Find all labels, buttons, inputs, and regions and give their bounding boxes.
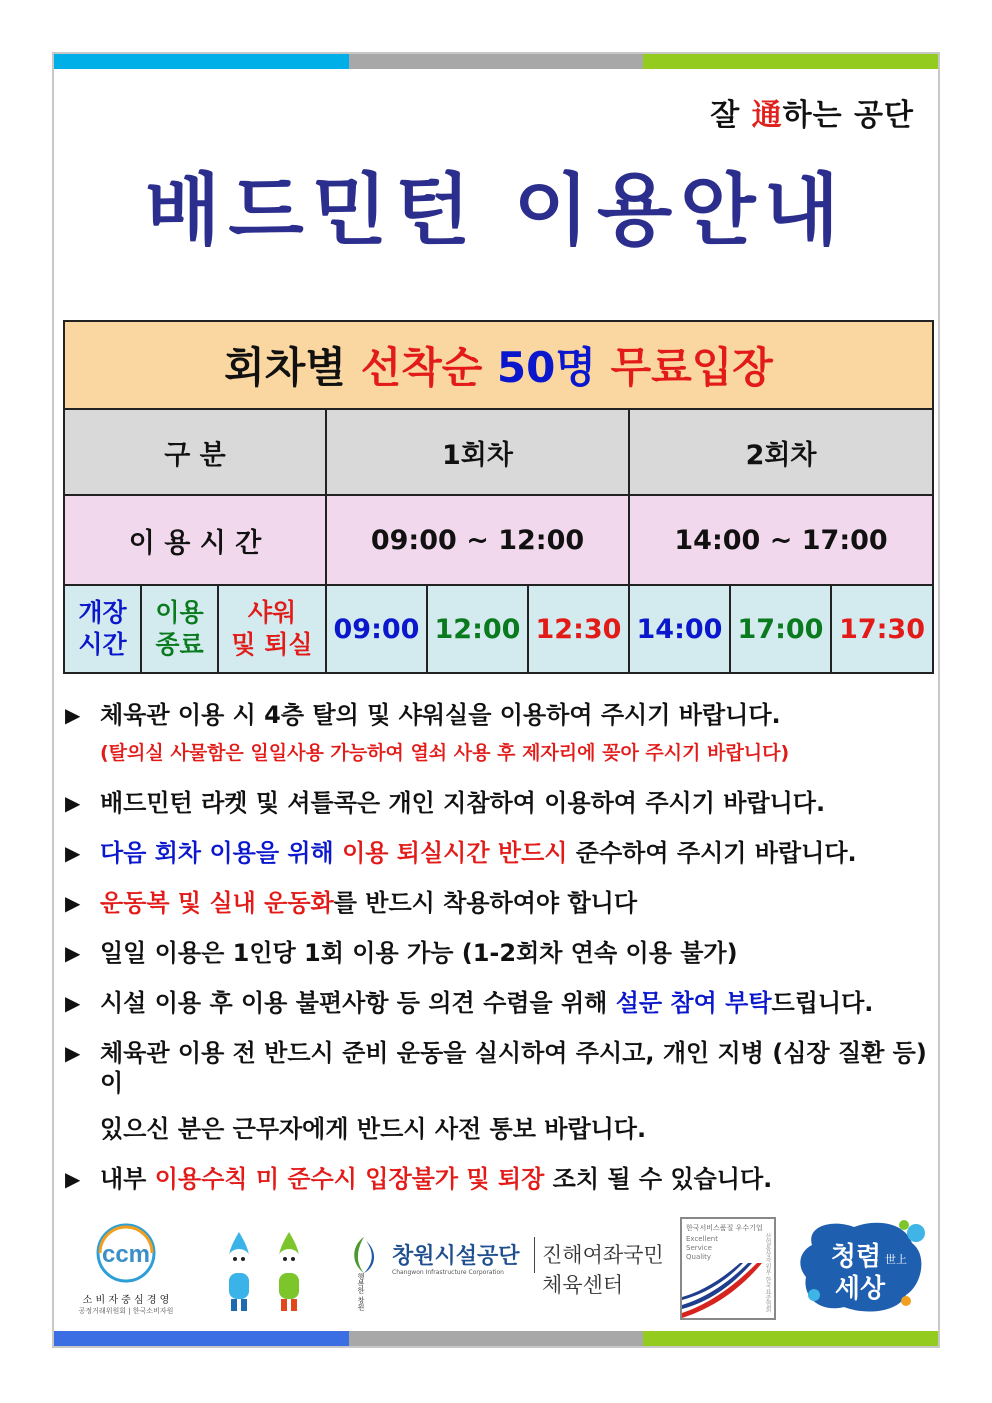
mascot-image (209, 1227, 324, 1315)
session-2-exit: 17:30 (831, 585, 933, 673)
note-rules: ▶ 내부 이용수칙 미 준수시 입장불가 및 퇴장 조치 될 수 있습니다. (65, 1165, 773, 1193)
slogan: 잘 通하는 공단 (710, 98, 914, 133)
slot-row (64, 585, 933, 673)
note-racket: ▶ 배드민턴 라켓 및 셔틀콕은 개인 지참하여 이용하여 주시기 바랍니다. (65, 789, 826, 817)
ksq-logo: 한국서비스품질 우수기업 Excellent Service Quality 산업통상자원부 한국표준협회 (680, 1217, 776, 1320)
note-warmup: ▶ 체육관 이용 전 반드시 준비 운동을 실시하여 주시고, 개인 지병 (심장 질환 등)이 있으신 분은 근무자에게 반드시 사전 통보 바랍니다. (65, 1039, 927, 1143)
ccm-logo: ccm 소 비 자 중 심 경 영 공정거래위원회 | 한국소비자원 (76, 1223, 176, 1318)
top-color-bar (54, 54, 938, 69)
note-sportswear: ▶ 운동복 및 실내 운동화를 반드시 착용하여야 합니다 (65, 889, 638, 917)
page-title: 배드민턴 이용안내 (145, 166, 847, 256)
arrow-icon: ▶ (65, 991, 81, 1015)
category-row (64, 409, 933, 495)
arrow-icon: ▶ (65, 841, 81, 865)
session-2-end: 17:00 (730, 585, 831, 673)
svg-text:청렴: 청렴 (830, 1242, 882, 1272)
table-header: 회차별 선착순 50명 무료입장 (64, 321, 933, 409)
bottom-color-bar (54, 1331, 938, 1346)
session-2-open: 14:00 (629, 585, 730, 673)
note-daily-limit: ▶ 일일 이용은 1인당 1회 이용 가능 (1-2회차 연속 이용 불가) (65, 939, 738, 967)
notes-list (63, 700, 933, 1214)
schedule-table (63, 320, 934, 674)
session-2-header: 2회차 (629, 409, 933, 495)
arrow-icon: ▶ (65, 1167, 81, 1191)
end-time-label: 이용 종료 (141, 585, 218, 673)
svg-text:세상: 세상 (834, 1274, 886, 1304)
session-1-time: 09:00 ~ 12:00 (326, 495, 629, 585)
footer-logos (54, 1205, 938, 1320)
session-2-time: 14:00 ~ 17:00 (629, 495, 933, 585)
svg-text:世上: 世上 (885, 1253, 907, 1266)
note-survey: ▶ 시설 이용 후 이용 불편사항 등 의견 수렴을 위해 설문 참여 부탁드립니다. (65, 989, 874, 1017)
arrow-icon: ▶ (65, 891, 81, 915)
usage-time-row (64, 495, 933, 585)
arrow-icon: ▶ (65, 1041, 81, 1065)
note-locker: ▶ 체육관 이용 시 4층 탈의 및 샤워실을 이용하여 주시기 바랍니다. (탈의실 사물함은 일일사용 가능하여 열쇠 사용 후 제자리에 꽂아 주시기 바랍니다) (63, 700, 933, 768)
arrow-icon: ▶ (65, 703, 81, 727)
open-time-label: 개장 시간 (64, 585, 141, 673)
note-exit-time: ▶ 다음 회차 이용을 위해 이용 퇴실시간 반드시 준수하여 주시기 바랍니다. (65, 839, 857, 867)
session-1-open: 09:00 (326, 585, 427, 673)
category-label: 구 분 (64, 409, 326, 495)
session-1-end: 12:00 (427, 585, 528, 673)
session-1-header: 1회차 (326, 409, 629, 495)
note-locker-sub: (탈의실 사물함은 일일사용 가능하여 열쇠 사용 후 제자리에 꽂아 주시기 바랍니다) (100, 742, 790, 764)
usage-time-label: 이 용 시 간 (64, 495, 326, 585)
shower-exit-label: 샤워 및 퇴실 (218, 585, 326, 673)
arrow-icon: ▶ (65, 791, 81, 815)
clean-world-logo (794, 1215, 934, 1320)
cisc-logo: 행복한 창원 창원시설공단 Changwon Infrastructure Corporation 진해여좌국민체육센터 (344, 1233, 674, 1313)
table-header-row (64, 321, 933, 409)
session-1-exit: 12:30 (528, 585, 629, 673)
svg-text:ccm: ccm (101, 1241, 151, 1268)
arrow-icon: ▶ (65, 941, 81, 965)
